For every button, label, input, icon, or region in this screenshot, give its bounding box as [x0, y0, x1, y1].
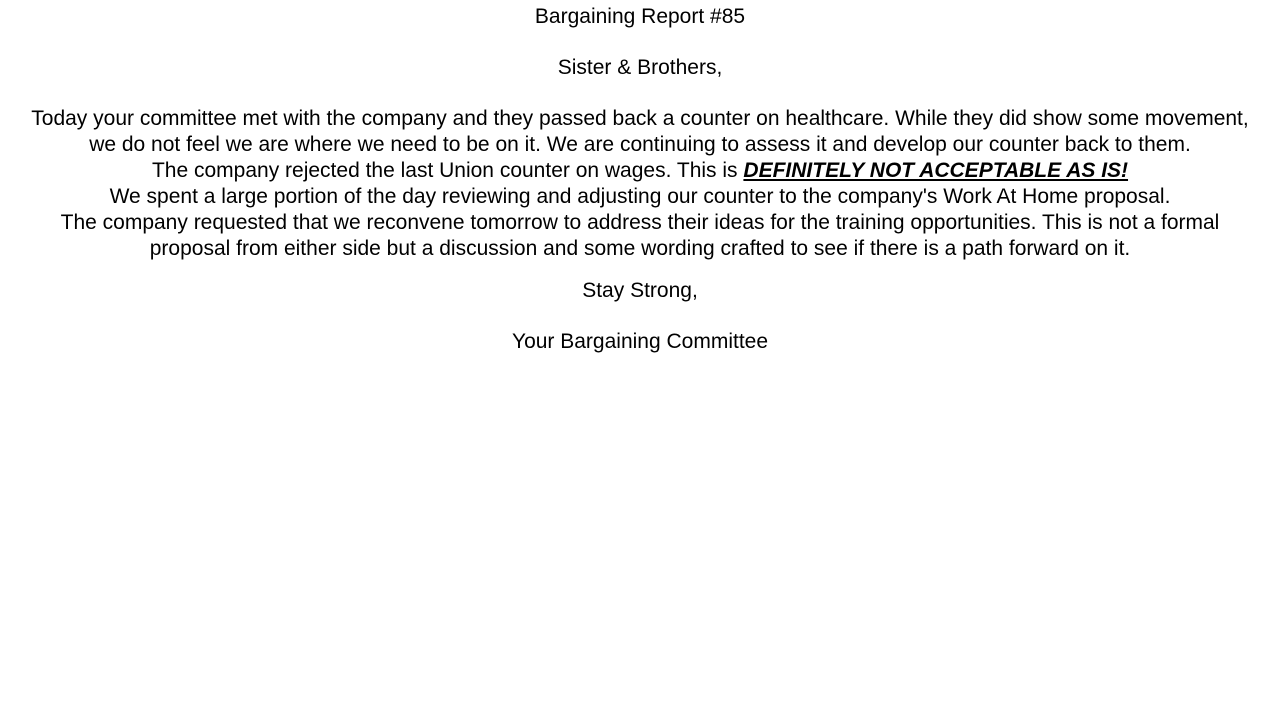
spacer — [20, 304, 1260, 329]
wages-text: The company rejected the last Union counter on wages. This is — [151, 159, 744, 182]
closing: Stay Strong, — [582, 279, 698, 302]
paragraph-wages — [20, 158, 1260, 184]
report-body — [20, 4, 1260, 355]
paragraph-training: The company requested that we reconvene tomorrow to address their ideas for the training opportunities. This is not a formal proposal from either side but a discussion and some wording crafted to see if there is a path forward on it. — [60, 211, 1220, 260]
greeting: Sister & Brothers, — [557, 56, 723, 79]
spacer — [20, 30, 1260, 55]
spacer — [20, 262, 1260, 278]
paragraph-work-at-home: We spent a large portion of the day reviewing and adjusting our counter to the company's Work At Home proposal. — [109, 185, 1171, 208]
paragraph-healthcare: Today your committee met with the company and they passed back a counter on healthcare. While they did show some movement, we do not feel we are where we need to be on it. We are continuing to assess it and develop our counter back to them. — [31, 107, 1249, 156]
signature: Your Bargaining Committee — [511, 330, 769, 353]
report-title: Bargaining Report #85 — [534, 5, 746, 28]
wages-emphasis: DEFINITELY NOT ACCEPTABLE AS IS! — [743, 159, 1129, 182]
spacer — [20, 81, 1260, 106]
